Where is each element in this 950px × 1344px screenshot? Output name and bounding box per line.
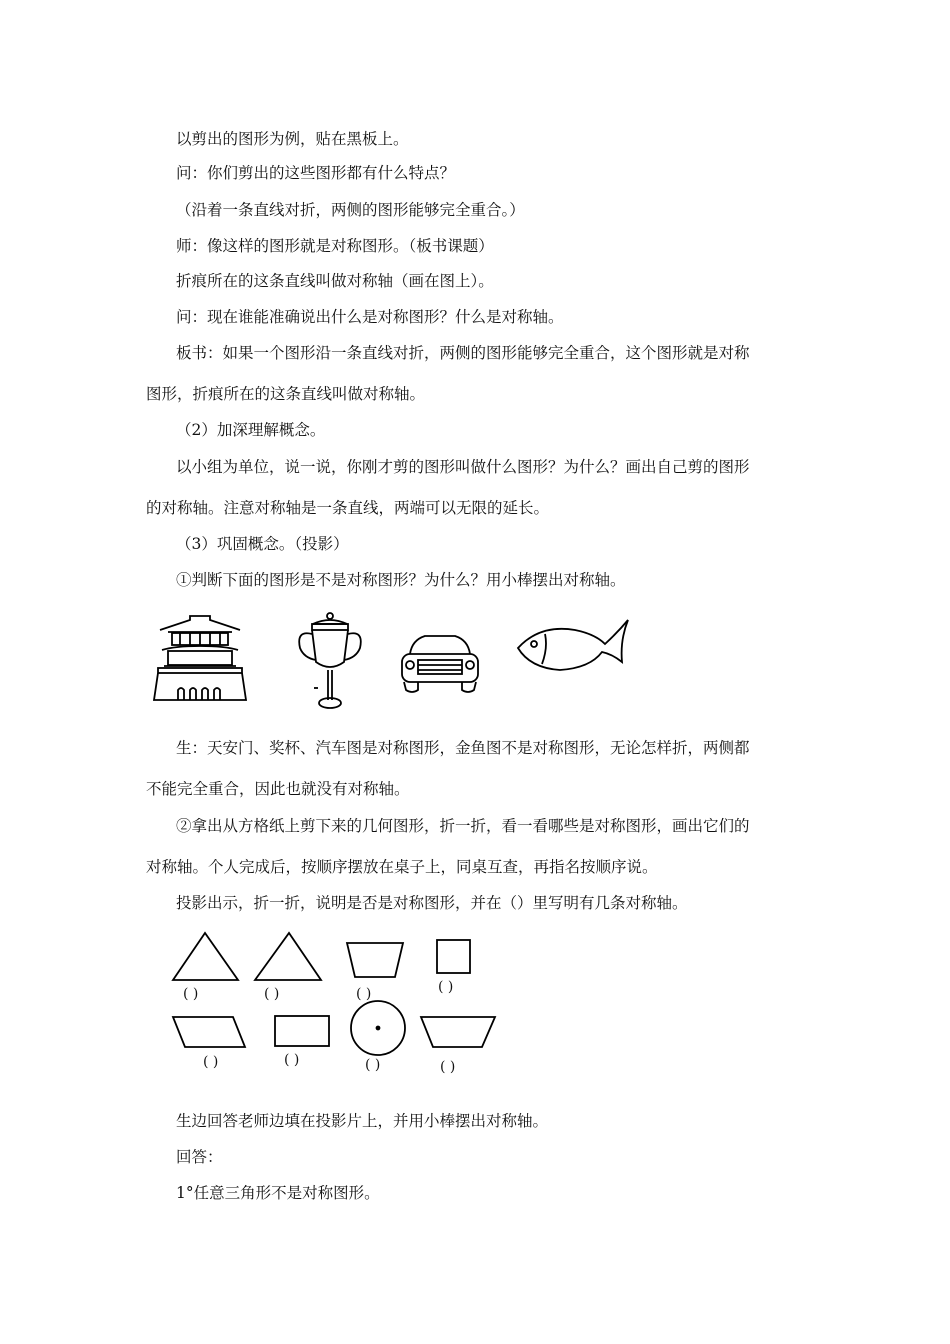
answer-blank[interactable]: ( ) (203, 1054, 219, 1070)
car-icon (402, 636, 478, 692)
text-line: 生边回答老师边填在投影片上，并用小棒摆出对称轴。 (176, 1112, 549, 1130)
text-line: 图形，折痕所在的这条直线叫做对称轴。 (146, 385, 426, 403)
circle-shape (351, 1001, 405, 1055)
text-line: ②拿出从方格纸上剪下来的几何图形，折一折，看一看哪些是对称图形，画出它们的 (176, 817, 750, 835)
text-line: 问：现在谁能准确说出什么是对称图形？什么是对称轴。 (176, 308, 564, 326)
answer-blank[interactable]: ( ) (183, 986, 199, 1002)
text-line: 折痕所在的这条直线叫做对称轴（画在图上）。 (176, 272, 494, 290)
text-line: 1°任意三角形不是对称图形。 (176, 1184, 380, 1202)
text-line: 以剪出的图形为例，贴在黑板上。 (176, 130, 409, 148)
square-shape (437, 940, 470, 973)
text-line: 投影出示，折一折，说明是否是对称图形，并在（）里写明有几条对称轴。 (176, 894, 688, 912)
answer-blank[interactable]: ( ) (284, 1052, 300, 1068)
text-line: 板书：如果一个图形沿一条直线对折，两侧的图形能够完全重合，这个图形就是对称 (176, 344, 750, 362)
tiananmen-icon (154, 616, 246, 700)
answer-blank[interactable]: ( ) (440, 1059, 456, 1075)
isosceles-triangle-shape (255, 933, 321, 980)
text-line: （2）加深理解概念。 (176, 421, 326, 439)
text-line: ①判断下面的图形是不是对称图形？为什么？用小棒摆出对称轴。 (176, 571, 626, 589)
text-line: 师：像这样的图形就是对称图形。（板书课题） (176, 237, 494, 255)
trapezoid-shape (347, 943, 403, 977)
text-line: （3）巩固概念。（投影） (176, 535, 349, 553)
answer-blank[interactable]: ( ) (264, 986, 280, 1002)
text-line: 回答： (176, 1148, 223, 1166)
answer-blank[interactable]: ( ) (438, 979, 454, 995)
answer-blank[interactable]: ( ) (365, 1057, 381, 1073)
text-line: 以小组为单位，说一说，你刚才剪的图形叫做什么图形？为什么？画出自己剪的图形 (176, 458, 750, 476)
answer-blank[interactable]: ( ) (356, 986, 372, 1002)
text-line: 对称轴。个人完成后，按顺序摆放在桌子上，同桌互查，再指名按顺序说。 (146, 858, 658, 876)
symmetry-pictures (150, 610, 630, 715)
text-line: （沿着一条直线对折，两侧的图形能够完全重合。） (176, 201, 525, 219)
text-line: 的对称轴。注意对称轴是一条直线，两端可以无限的延长。 (146, 499, 550, 517)
rectangle-shape (275, 1016, 329, 1046)
text-line: 问：你们剪出的这些图形都有什么特点？ (176, 164, 456, 182)
triangle-shape (173, 933, 238, 980)
parallelogram-shape (173, 1017, 245, 1047)
trapezoid-shape (421, 1017, 495, 1047)
text-line: 不能完全重合，因此也就没有对称轴。 (146, 780, 410, 798)
text-line: 生：天安门、奖杯、汽车图是对称图形，金鱼图不是对称图形，无论怎样折，两侧都 (176, 739, 750, 757)
goldfish-icon (518, 620, 628, 670)
trophy-icon (299, 613, 361, 708)
